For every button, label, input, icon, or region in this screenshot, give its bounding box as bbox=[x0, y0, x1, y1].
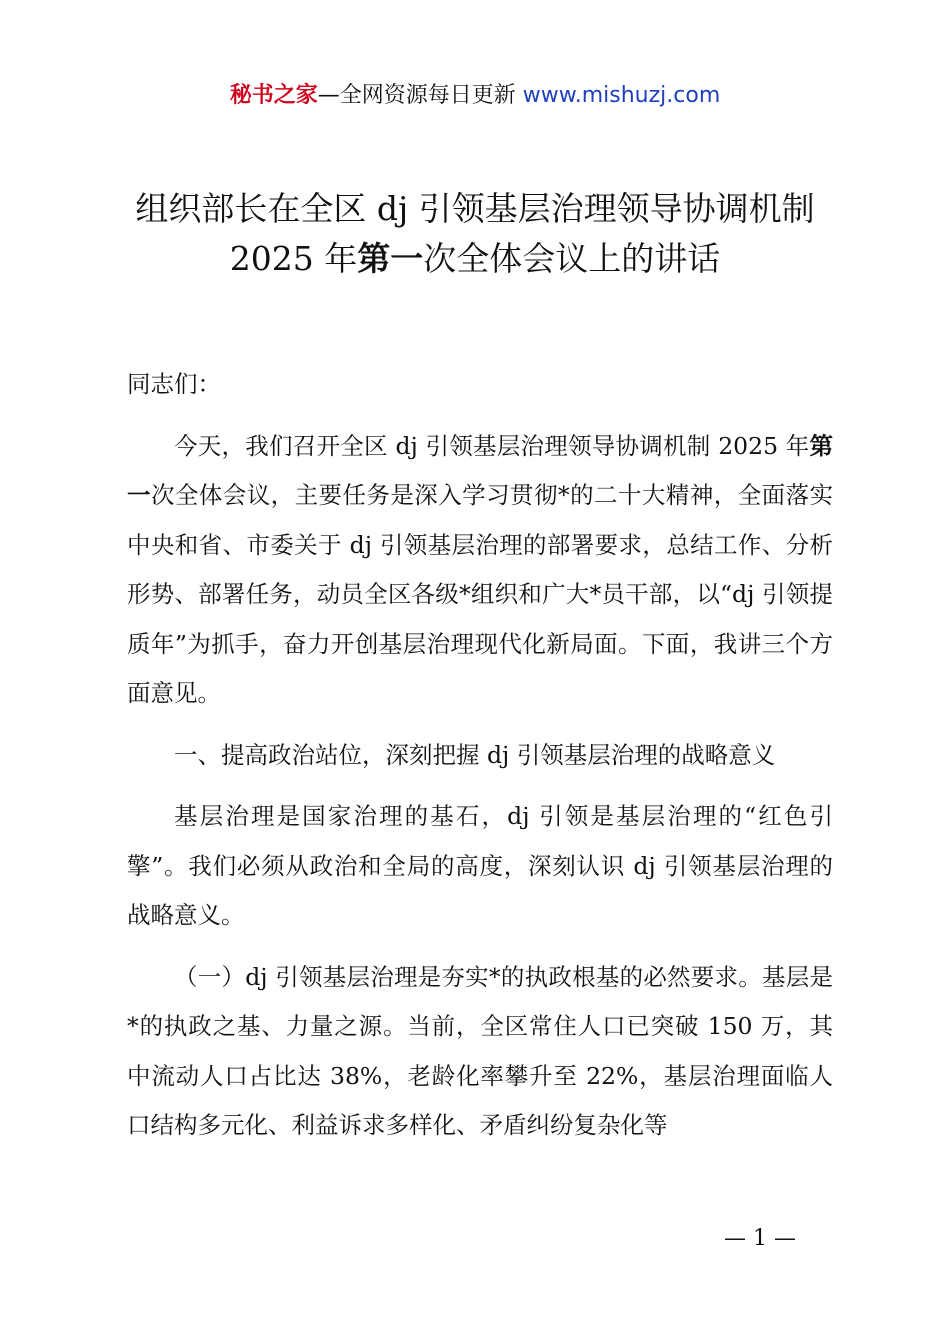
document-body bbox=[127, 360, 833, 1163]
title-text-part1: 组织部长在全区 dj 引领基层治理领导协调机制 2025 年 bbox=[135, 189, 815, 278]
title-text-part2: 次全体会议上的讲话 bbox=[423, 239, 721, 278]
section-heading-1: 一、提高政治站位，深刻把握 dj 引领基层治理的战略意义 bbox=[174, 740, 776, 769]
salutation: 同志们： bbox=[127, 370, 221, 398]
paragraph-intro-pre: 今天，我们召开全区 dj 引领基层治理领导协调机制 2025 年 bbox=[174, 431, 810, 460]
paragraph-intro-bold: 第一 bbox=[127, 431, 833, 509]
paragraph-3: （一）dj 引领基层治理是夯实*的执政根基的必然要求。基层是*的执政之基、力量之源。当前，全区常住人口已突破 150 万，其中流动人口占比达 38%，老龄化率攀升至 22%，基层治理面临人口结构多元化、利益诉求多样化、矛盾纠纷复杂化等 bbox=[127, 962, 833, 1139]
site-brand: 秘书之家 bbox=[229, 83, 318, 108]
site-header bbox=[0, 80, 950, 112]
site-tagline: —全网资源每日更新 bbox=[317, 83, 523, 108]
site-url-link[interactable]: www.mishuzj.com bbox=[522, 83, 721, 108]
document-title bbox=[110, 184, 840, 284]
paragraph-2: 基层治理是国家治理的基石，dj 引领是基层治理的“红色引擎”。我们必须从政治和全局的高度，深刻认识 dj 引领基层治理的战略意义。 bbox=[127, 802, 833, 929]
paragraph-intro bbox=[127, 422, 833, 719]
title-text-bold: 第一 bbox=[357, 239, 424, 278]
page-number: — 1 — bbox=[724, 1226, 796, 1251]
paragraph-intro-post: 次全体会议，主要任务是深入学习贯彻*的二十大精神，全面落实中央和省、市委关于 dj 引领基层治理的部署要求，总结工作、分析形势、部署任务，动员全区各级*组织和广大*员干部，以“dj 引领提质年”为抓手，奋力开创基层治理现代化新局面。下面，我讲三个方面意见。 bbox=[127, 481, 834, 707]
